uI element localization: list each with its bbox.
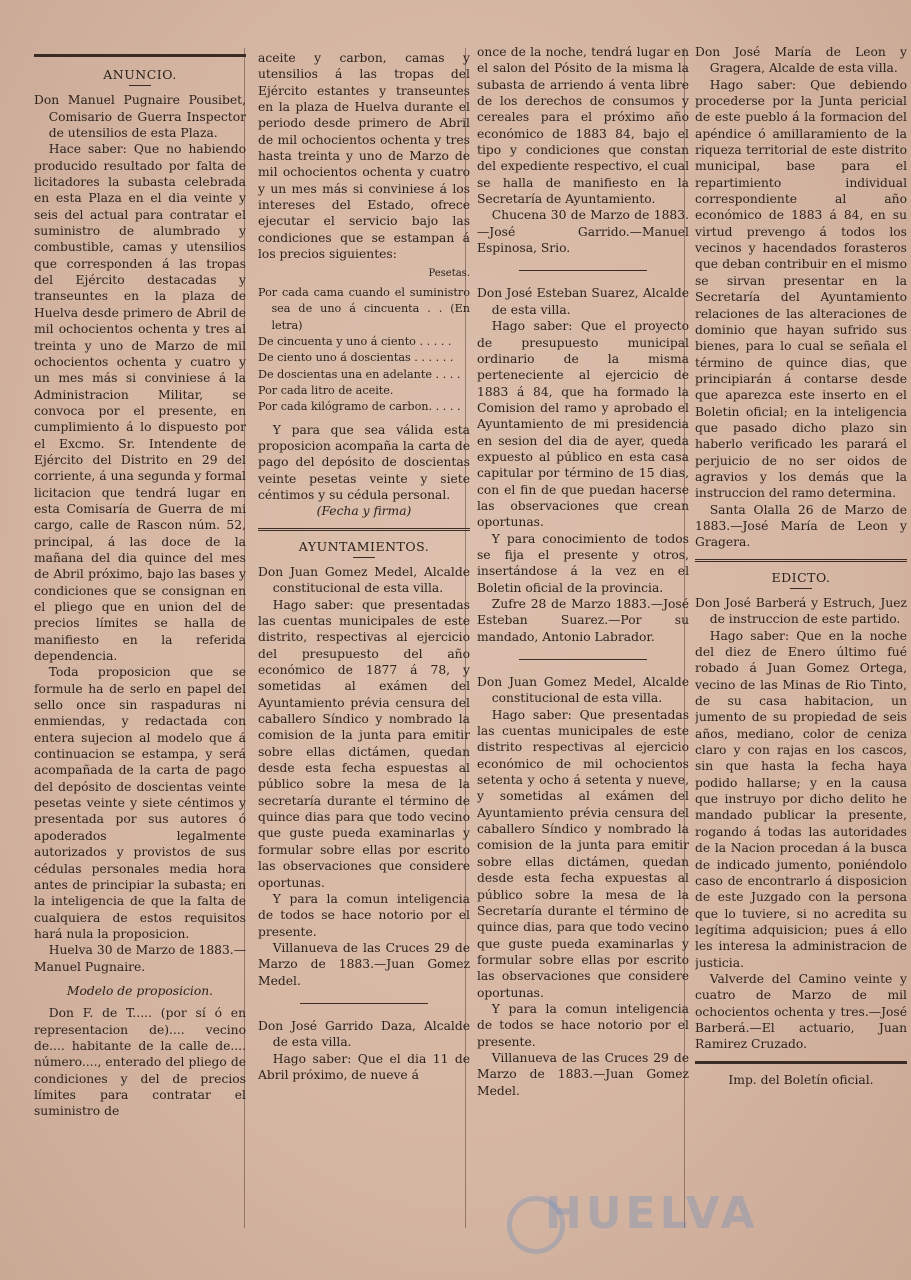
price-list	[258, 266, 470, 415]
price-row: Por cada litro de aceite.	[258, 383, 394, 397]
notice-author: Don José Esteban Suarez, Alcalde de esta villa.	[477, 286, 689, 317]
heading-dash	[129, 85, 151, 86]
notice-signature: Villanueva de las Cruces 29 de Marzo de 1883.—Juan Gomez Medel.	[258, 940, 470, 988]
section-heading-edicto: EDICTO.	[771, 569, 831, 585]
edict-signature: Valverde del Camino veinte y cuatro de Marzo de mil ochocientos ochenta y tres.—José Barberá.—El actuario, Juan Ramirez Cruzado.	[695, 971, 907, 1052]
announcement-signature: Huelva 30 de Marzo de 1883.—Manuel Pugnaire.	[34, 943, 246, 974]
notice-paragraph: Y para la comun inteligencia de todos se hace notorio por el presente.	[477, 1001, 689, 1049]
bottom-rule	[695, 1061, 907, 1064]
top-rule	[34, 54, 246, 57]
section-heading-ayuntamientos: AYUNTAMIENTOS.	[298, 538, 430, 554]
price-row: De doscientas una en adelante . . . .	[258, 367, 461, 381]
notice-separator	[300, 1003, 427, 1004]
printer-imprint: Imp. del Boletín oficial.	[728, 1072, 874, 1087]
announcement-paragraph: Toda proposicion que se formule ha de serlo en papel del sello once sin raspaduras ni enmiendas, y redactada con entera sujecion al modelo que á continuacion se estampa, y será acompañada de la carta de pago del depósito de doscientas veinte pesetas veinte y siete céntimos y presentada por sus autores ó apoderados legalmente autorizados y provistos de sus cédulas personales media hora antes de principiar la subasta; en la inteligencia de que la falta de cualquiera de estos requisitos hará nula la proposicion.	[34, 665, 246, 941]
edict-author: Don José Barberá y Estruch, Juez de instruccion de este partido.	[695, 596, 907, 627]
model-paragraph: Don F. de T..... (por sí ó en representacion de).... vecino de.... habitante de la calle de.... número...., enterado del pliego de condiciones y del de precios límites para contratar el suministro de	[34, 1006, 246, 1119]
fecha-firma: (Fecha y firma)	[316, 504, 412, 519]
notice-signature: Villanueva de las Cruces 29 de Marzo de 1883.—Juan Gomez Medel.	[477, 1050, 689, 1098]
price-row: Por cada cama cuando el suministro sea de uno á cincuenta . . (En letra)	[258, 285, 470, 332]
notice-author: Don Juan Gomez Medel, Alcalde constitucional de esta villa.	[477, 675, 689, 706]
watermark-circle-icon	[507, 1196, 565, 1254]
price-row: De cincuenta y uno á ciento . . . . .	[258, 334, 452, 348]
watermark-logo	[545, 1188, 845, 1268]
model-continuation: aceite y carbon, camas y utensilios á las tropas del Ejército estantes y transeuntes en la plaza de Huelva durante el periodo desde primero de Abril de mil ochocientos ochenta y tres hasta treinta y uno de Marzo de mil ochocientos ochenta y cuatro y un mes más si conviniese á los intereses del Estado, ofrece ejecutar el servicio bajo las condiciones que se estampan á los precios siguientes:	[258, 51, 470, 262]
notice-continuation: once de la noche, tendrá lugar en el salon del Pósito de la misma la subasta de arriendo á venta libre de los derechos de consumos y cereales para el próximo año económico de 1883 84, bajo el tipo y condiciones que constan del expediente respectivo, el cual se halla de manifiesto en la Secretaría de Ayuntamiento.	[477, 45, 689, 207]
notice-paragraph: Y para conocimiento de todos se fija el presente y otros, insertándose á la vez en el Boletin oficial de la provincia.	[477, 531, 689, 595]
section-rule	[258, 528, 470, 531]
notice-separator	[519, 270, 646, 271]
notice-separator	[519, 659, 646, 660]
model-paragraph: Y para que sea válida esta proposicion acompaña la carta de pago del depósito de doscientas veinte pesetas veinte y siete céntimos y su cédula personal.	[258, 422, 470, 502]
notice-signature: Chucena 30 de Marzo de 1883.—José Garrido.—Manuel Espinosa, Srio.	[477, 208, 689, 256]
model-title: Modelo de proposicion.	[66, 983, 214, 998]
edict-paragraph: Hago saber: Que en la noche del diez de Enero último fué robado á Juan Gomez Ortega, vecino de las Minas de Rio Tinto, de su casa habitacion, un jumento de su propiedad de seis años, mediano, color de ceniza claro y con rajas en los cascos, sin que hasta la fecha haya podido hallarse; y en la causa que instruyo por dicho delito he mandado publicar la presente, rogando á todas las autoridades de la Nacion procedan á la busca de indicado jumento, poniéndolo caso de encontrarlo á disposicion de este Juzgado con la persona que lo tuviere, si no acredita su legítima adquisicion; pues á ello les interesa la administracion de justicia.	[695, 628, 907, 970]
heading-dash	[353, 557, 375, 558]
notice-signature: Santa Olalla 26 de Marzo de 1883.—José María de Leon y Gragera.	[695, 502, 907, 550]
heading-dash	[790, 588, 812, 589]
notice-paragraph: Y para la comun inteligencia de todos se hace notorio por el presente.	[258, 891, 470, 939]
column-1	[34, 40, 246, 1255]
notice-author: Don Juan Gomez Medel, Alcalde constitucional de esta villa.	[258, 564, 470, 596]
notice-paragraph: Hago saber: Que presentadas las cuentas municipales de este distrito respectivas al ejercicio económico de mil ochocientos setenta y ocho á setenta y nueve, y sometidas al exámen del Ayuntamiento prévia censura del caballero Síndico y nombrado la comision de la junta para emitir sobre ellas dictámen, quedan desde esta fecha expuestas al público sobre la mesa de la Secretaría durante el término de quince dias, para que todo vecino que guste pueda examinarlas y formular sobre ellas por escrito las observaciones que considere oportunas.	[477, 707, 689, 1000]
notice-author: Don José Garrido Daza, Alcalde de esta villa.	[258, 1018, 470, 1050]
notice-author: Don José María de Leon y Gragera, Alcalde de esta villa.	[695, 45, 907, 76]
announcement-paragraph: Hace saber: Que no habiendo producido resultado por falta de licitadores la subasta celebrada en esta Plaza en el dia veinte y seis del actual para contratar el suministro de alumbrado y combustible, camas y utensilios que corresponden á las tropas del Ejército destacadas y transeuntes en la plaza de Huelva desde primero de Abril de mil ochocientos ochenta y tres al treinta y uno de Marzo de mil ochocientos ochenta y cuatro y un mes más si conviniese á la Administracion Militar, se convoca por el presente, en cumplimiento á lo dispuesto por el Excmo. Sr. Intendente de Ejército del Distrito en 29 del corriente, á una segunda y formal licitacion que tendrá lugar en esta Comisaría de Guerra de mi cargo, calle de Rascon núm. 52, principal, á las doce de la mañana del dia quince del mes de Abril próximo, bajo las bases y condiciones que se consignan en el pliego que en union del de precios límites se halla de manifiesto en la referida dependencia.	[34, 142, 246, 664]
price-row: Por cada kilógramo de carbon. . . . .	[258, 400, 461, 414]
price-unit-label: Pesetas.	[428, 268, 470, 280]
notice-paragraph: Hago saber: Que el dia 11 de Abril próximo, de nueve á	[258, 1051, 470, 1082]
section-rule	[695, 559, 907, 562]
announcement-author: Don Manuel Pugnaire Pousibet, Comisario de Guerra Inspector de utensilios de esta Plaza.	[34, 93, 246, 141]
watermark-text: HUELVA	[545, 1188, 759, 1239]
notice-paragraph: Hago saber: Que el proyecto de presupuesto municipal ordinario de la misma perteneciente al ejercicio de 1883 á 84, que ha formado la Comision del ramo y aprobado el Ayuntamiento de mi presidencia en sesion del dia de ayer, queda expuesto al público en esta casa capitular por término de 15 dias, con el fin de que puedan hacerse las observaciones que crean oportunas.	[477, 319, 689, 530]
notice-paragraph: Hago saber: que presentadas las cuentas municipales de este distrito, respectivas al ejercicio del presupuesto del año económico de 1877 á 78, y sometidas al exámen del Ayuntamiento prévia censura del caballero Síndico y nombrado la comision de la junta para emitir sobre ellas dictámen, quedan desde esta fecha espuestas al público sobre la mesa de la secretaría durante el término de quince dias para que todo vecino que guste pueda examinarlas y formular sobre ellas por escrito las observaciones que considere oportunas.	[258, 597, 470, 890]
column-2	[258, 40, 470, 1255]
notice-signature: Zufre 28 de Marzo 1883.—José Esteban Suarez.—Por su mandado, Antonio Labrador.	[477, 597, 689, 644]
price-row: De ciento uno á doscientas . . . . . .	[258, 351, 454, 365]
column-3	[477, 40, 689, 1255]
column-4	[695, 40, 907, 1255]
notice-paragraph: Hago saber: Que debiendo procederse por la Junta pericial de este pueblo á la formacion del apéndice ó amillaramiento de la riqueza territorial de este distrito municipal, base para el repartimiento individual correspondiente al año económico de 1883 á 84, en su virtud prevengo á todos los vecinos y hacendados forasteros que deban contribuir en el mismo se sirvan presentar en la Secretaría del Ayuntamiento relaciones de las alteraciones de dominio que hayan sufrido sus bienes, para lo cual se señala el término de quince dias, que principiarán á contarse desde que aparezca este inserto en el Boletin oficial; en la inteligencia que pasado dicho plazo sin haberlo verificado les parará el perjuicio de no ser oidos de agravios y los demás que la instruccion del ramo determina.	[695, 77, 907, 501]
section-heading-anuncio: ANUNCIO.	[103, 67, 177, 82]
